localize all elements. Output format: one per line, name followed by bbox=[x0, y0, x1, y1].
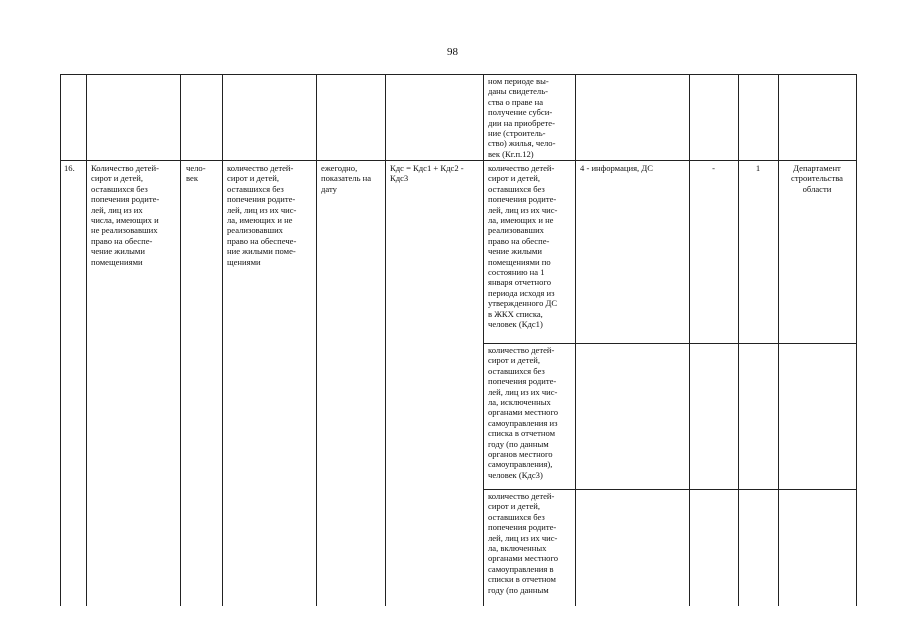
table-line bbox=[222, 74, 223, 606]
formula-cell: Кдс = Кдс1 + Кдс2 - Кдс3 bbox=[390, 163, 464, 184]
component-kds3-cell: количество детей- сирот и детей, оставшихся без попечения родите- лей, лиц из их чис- ла, исключенных органами местного самоуправления из списка в отчетном году (по данным органов местного самоуправления), человек (Кдс3) bbox=[488, 345, 559, 480]
table-line bbox=[60, 74, 61, 606]
unit-cell: чело- век bbox=[186, 163, 206, 184]
definition-cell: количество детей- сирот и детей, оставшихся без попечения родите- лей, лиц из их чис- ла, имеющих и не реализовавших право на обеспече- ние жилыми поме- щениями bbox=[227, 163, 297, 267]
table-line bbox=[483, 343, 857, 344]
periodicity-cell: ежегодно, показатель на дату bbox=[321, 163, 372, 194]
table-line bbox=[483, 74, 484, 606]
table-line bbox=[385, 74, 386, 606]
page-number: 98 bbox=[447, 46, 458, 58]
table-line bbox=[689, 74, 690, 606]
table-line bbox=[483, 489, 857, 490]
table-line bbox=[316, 74, 317, 606]
responsible-cell: Департамент строительства области bbox=[791, 163, 843, 194]
table-line bbox=[738, 74, 739, 606]
indicator-name-cell: Количество детей- сирот и детей, оставшихся без попечения родите- лей, лиц из их числа, имеющих и не реализовавших право на обеспе- чение жилыми помещениями bbox=[91, 163, 160, 267]
component-kds1-cell: количество детей- сирот и детей, оставшихся без попечения родите- лей, лиц из их чис- ла, имеющих и не реализовавших право на обеспе- чение жилыми помещениями по состоянию на 1 января отчетного периода исходя из утвержденного ДС в ЖКХ списка, человек (Кдс1) bbox=[488, 163, 558, 330]
dash-cell: - bbox=[712, 163, 715, 173]
table-line bbox=[86, 74, 87, 606]
table-line bbox=[856, 74, 857, 606]
row-number-cell: 16. bbox=[64, 163, 75, 173]
value-one-cell: 1 bbox=[755, 163, 761, 173]
table-line bbox=[575, 74, 576, 606]
component-kds2-cell: количество детей- сирот и детей, оставшихся без попечения родите- лей, лиц из их чис- ла, включенных органами местного самоуправления в списки в отчетном году (по данным bbox=[488, 491, 559, 595]
source-cell: 4 - информация, ДС bbox=[580, 163, 653, 173]
indicator-continuation-cell: ном периоде вы- даны свидетель- ства о праве на получение субси- дии на приобрете- ние (строитель- ство) жилья, чело- век (Кг.п.12) bbox=[488, 76, 556, 159]
table-line bbox=[180, 74, 181, 606]
table-line bbox=[778, 74, 779, 606]
